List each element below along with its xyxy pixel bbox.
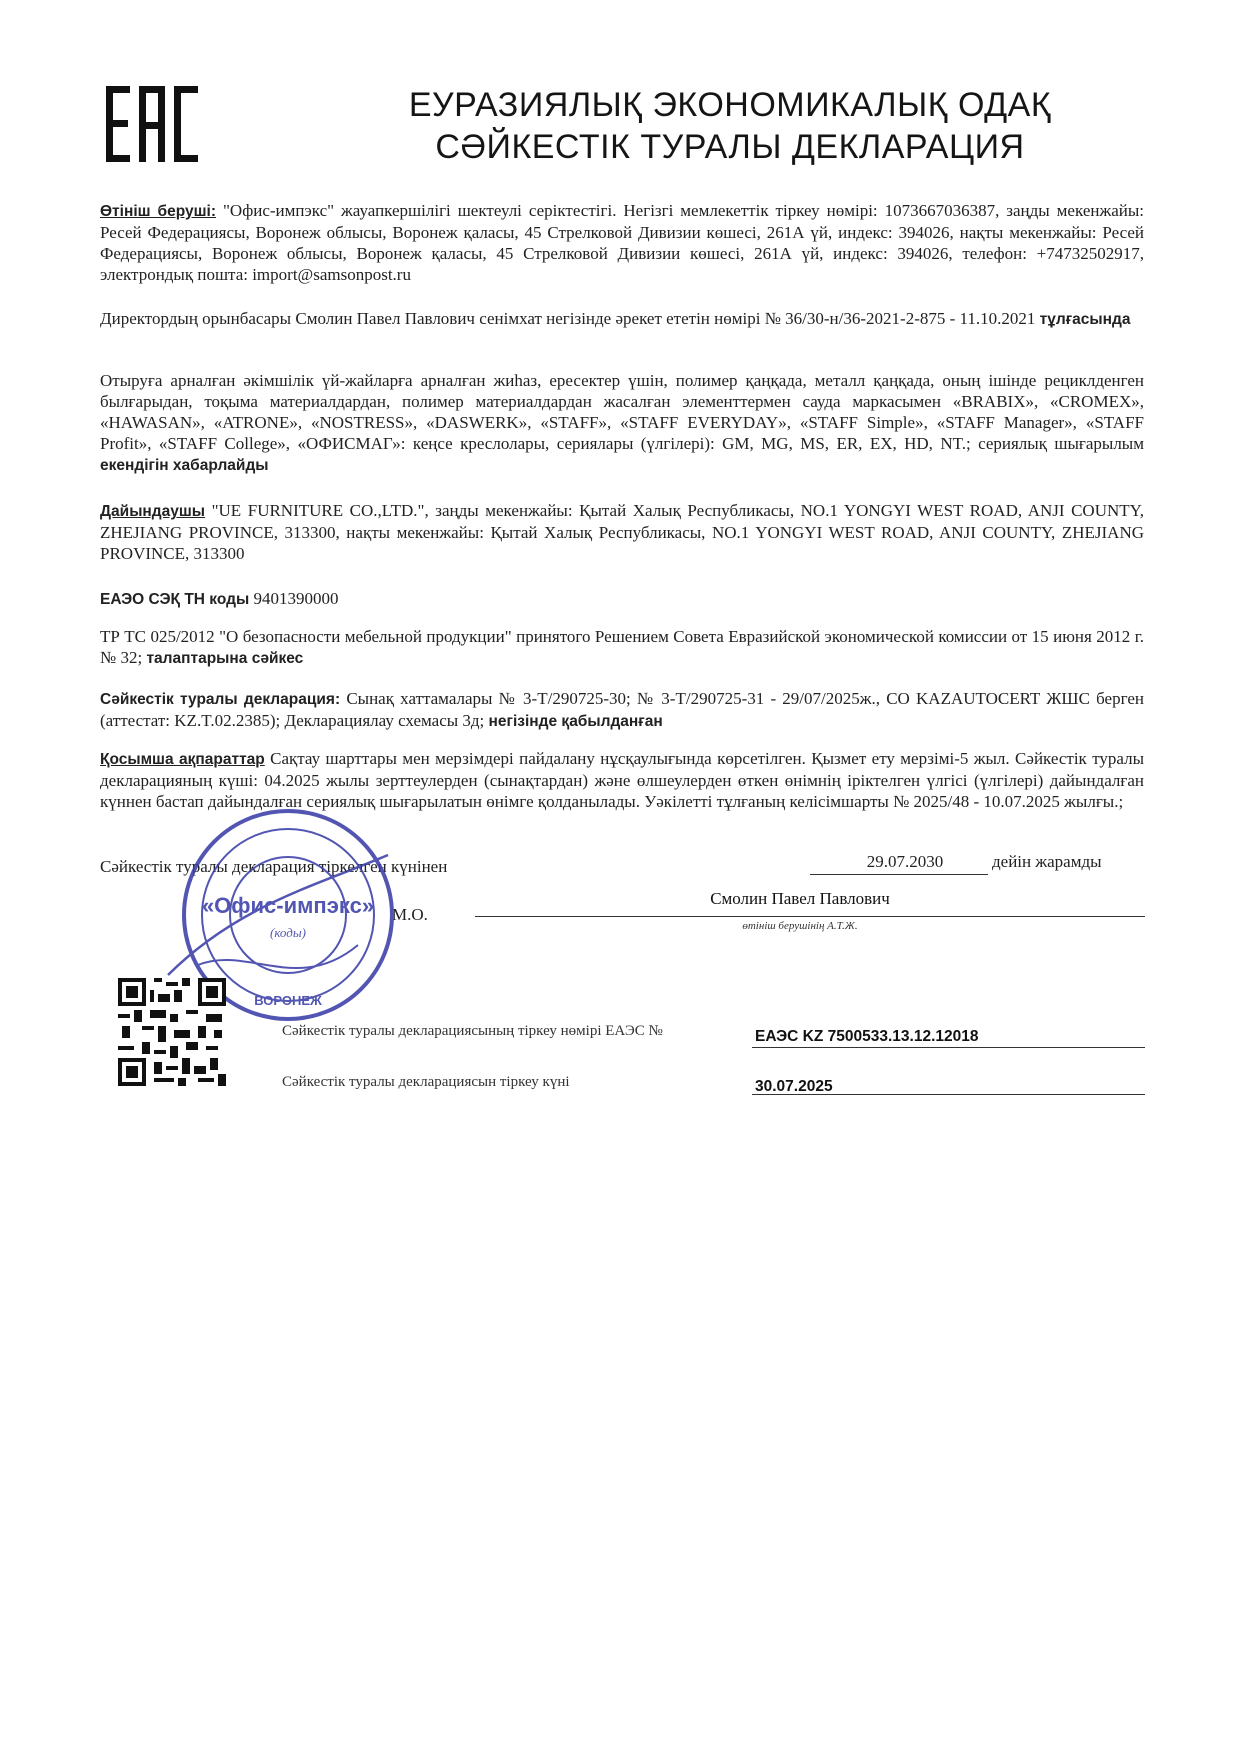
stamp-sub-text: (коды) xyxy=(270,925,306,940)
manufacturer-paragraph xyxy=(100,500,1144,564)
registration-date-label: Сәйкестік туралы декларациясын тіркеу күні xyxy=(282,1074,570,1090)
declaration-basis-label: Сәйкестік туралы декларация: xyxy=(100,691,341,708)
validity-prefix: Сәйкестік туралы декларация тіркелген күнінен xyxy=(100,857,448,876)
representative-suffix: тұлғасында xyxy=(1039,311,1131,328)
applicant-text: "Офис-импэкс" жауапкершілігі шектеулі серіктестігі. Негізгі мемлекеттік тіркеу нөмірі: 1073667036387, заңды мекенжайы: Ресей Федерациясы, Воронеж облысы, Воронеж қаласы, 45 Стрелковой Дивизии көшесі, 261А үй, индекс: 394026, нақты мекенжайы: Ресей Федерациясы, Воронеж облысы, Воронеж қаласы, 45 Стрелковой Дивизии көшесі, 261А үй, индекс: 394026, телефон: +74732502917, электрондық пошта: import@samsonpost.ru xyxy=(100,201,1144,284)
seal-label: М.О. xyxy=(392,905,428,924)
validity-date-underline xyxy=(810,874,988,875)
product-paragraph xyxy=(100,370,1144,476)
declaration-basis-paragraph xyxy=(100,688,1144,732)
validity-suffix: дейін жарамды xyxy=(992,852,1102,871)
applicant-paragraph xyxy=(100,200,1144,285)
regulation-text: ТР ТС 025/2012 "О безопасности мебельной продукции" принятого Решением Совета Евразийской экономической комиссии от 15 июня 2012 г. № 32; xyxy=(100,627,1144,667)
title-block xyxy=(300,84,1160,168)
registration-number-label: Сәйкестік туралы декларациясының тіркеу нөмірі ЕАЭС № xyxy=(282,1023,663,1039)
regulation-suffix: талаптарына сәйкес xyxy=(146,650,304,667)
declaration-basis-text: Сынақ хаттамалары № 3-Т/290725-30; № 3-Т/290725-31 - 29/07/2025ж., СО KAZAUTOCERT ЖШС берген (аттестат: KZ.T.02.2385); Декларациялау схемасы 3д; xyxy=(100,689,1144,730)
signatory-name: Смолин Павел Павлович xyxy=(710,889,890,908)
tn-code-value: 9401390000 xyxy=(249,589,339,608)
product-text: Отыруға арналған әкімшілік үй-жайларға арналған жиһаз, ересектер үшін, полимер қаңқада, металл қаңқада, оның ішінде рециклденген былғарыдан, тоқыма материалдардан, полимер материалдардан жасалған элементтермен сауда маркасымен «BRABIX», «CROMEX», «HAWASAN», «ATRONE», «NOSTRESS», «DASWERK», «STAFF», «STAFF EVERYDAY», «STAFF Simple», «STAFF Manager», «STAFF Profit», «STAFF College», «ОФИСМАГ»: кеңсе креслолары, сериялары (үлгілері): GM, MG, MS, ER, EX, HD, NT.; сериялық шығарылым xyxy=(100,371,1144,453)
stamp-center-text: «Офис-импэкс» xyxy=(201,893,375,918)
additional-info-text: Сақтау шарттары мен мерзімдері пайдалану нұсқаулығында көрсетілген. Қызмет ету мерзімі-5 жыл. Сәйкестік туралы декларацияның күші: 04.2025 жылы зерттеулерден (сынақтардан) және өлшеулерден өткен өнімнің іріктелген үлгісі (үлгілері) дайындалған күннен бастап дайындалған сериялық шығарылатын өнімге қолданылады. Уәкілетті тұлғаның келісімшарты № 2025/48 - 10.07.2025 жылғы.; xyxy=(100,749,1144,811)
validity-date: 29.07.2030 xyxy=(866,852,944,871)
declaration-basis-suffix: негізінде қабылданған xyxy=(488,713,663,730)
representative-text: Директордың орынбасары Смолин Павел Павлович сенімхат негізінде әрекет ететін нөмірі № 36/30-н/36-2021-2-875 - 11.10.2021 xyxy=(100,309,1040,328)
applicant-label: Өтініш беруші: xyxy=(100,203,217,220)
registration-date-value: 30.07.2025 xyxy=(755,1078,833,1095)
manufacturer-text: "UE FURNITURE CO.,LTD.", заңды мекенжайы: Қытай Халық Республикасы, NO.1 YONGYI WEST ROAD, ANJI COUNTY, ZHEJIANG PROVINCE, 313300, нақты мекенжайы: Қытай Халық Республикасы, NO.1 YONGYI WEST ROAD, ANJI COUNTY, ZHEJIANG PROVINCE, 313300 xyxy=(100,501,1144,563)
regulation-paragraph xyxy=(100,626,1144,669)
registration-number-underline xyxy=(752,1047,1145,1048)
title-union: ЕУРАЗИЯЛЫҚ ЭКОНОМИКАЛЫҚ ОДАҚ xyxy=(408,86,1052,124)
product-suffix: екендігін хабарлайды xyxy=(100,457,269,474)
stamp-city: ВОРОНЕЖ xyxy=(254,993,322,1008)
additional-info-label: Қосымша ақпараттар xyxy=(100,751,265,768)
qr-code xyxy=(118,978,226,1086)
tn-code-paragraph xyxy=(100,588,1144,610)
eac-logo xyxy=(106,86,198,162)
registration-date-underline xyxy=(752,1094,1145,1095)
manufacturer-label: Дайындаушы xyxy=(100,503,206,520)
tn-code-label: ЕАЭО СЭҚ ТН коды xyxy=(100,591,250,608)
registration-number-value: ЕАЭС KZ 7500533.13.12.12018 xyxy=(755,1028,979,1045)
signature-line xyxy=(475,916,1145,917)
representative-paragraph xyxy=(100,308,1144,330)
signatory-caption: өтініш берушінің А.Т.Ж. xyxy=(742,920,858,932)
title-declaration: СӘЙКЕСТІК ТУРАЛЫ ДЕКЛАРАЦИЯ xyxy=(435,128,1025,166)
